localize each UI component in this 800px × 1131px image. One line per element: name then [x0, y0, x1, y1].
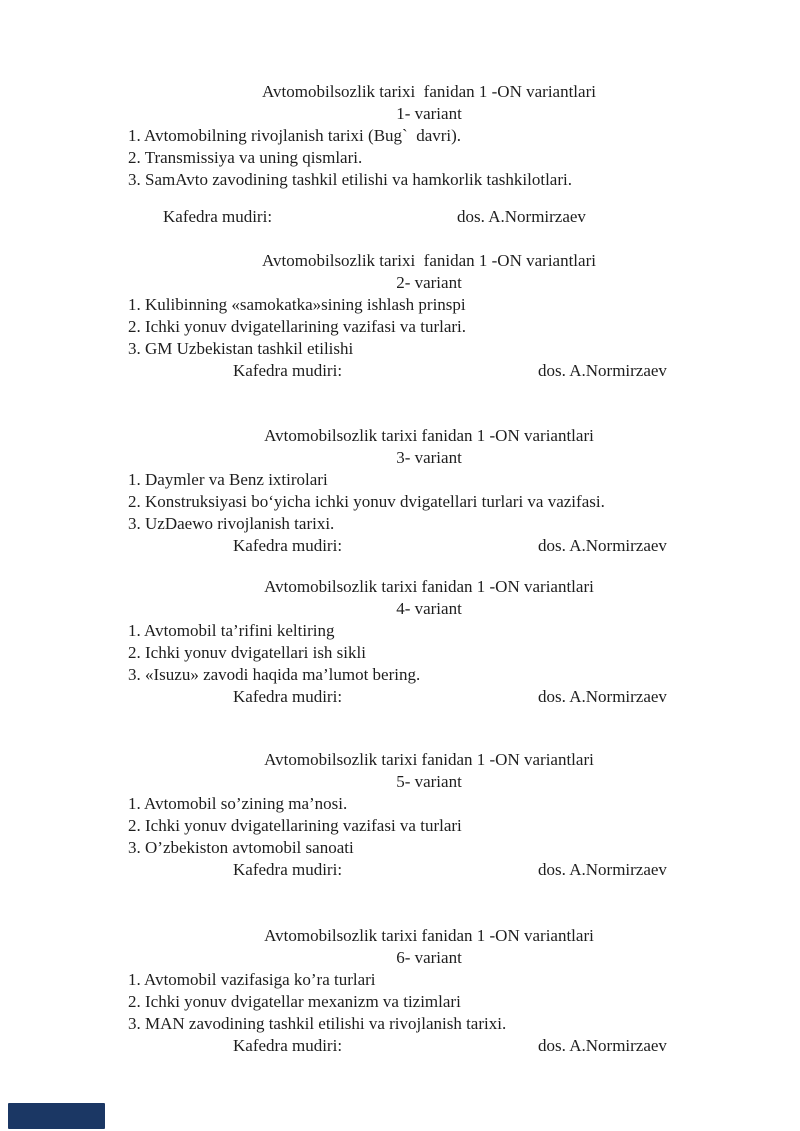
- section-title: Avtomobilsozlik tarixi fanidan 1 -ON variantlari: [264, 577, 594, 596]
- section-title: Avtomobilsozlik tarixi fanidan 1 -ON variantlari: [262, 251, 596, 270]
- question-item: 3. MAN zavodining tashkil etilishi va rivojlanish tarixi.: [128, 1014, 507, 1033]
- section-title: Avtomobilsozlik tarixi fanidan 1 -ON variantlari: [264, 750, 594, 769]
- question-item: 1. Avtomobil ta’rifini keltiring: [128, 621, 335, 640]
- variant-heading: 6- variant: [396, 948, 462, 967]
- exam-section-3: [128, 425, 730, 557]
- question-item: 3. SamAvto zavodining tashkil etilishi va hamkorlik tashkilotlari.: [128, 170, 572, 189]
- question-item: 1. Avtomobilning rivojlanish tarixi (Bug` davri).: [128, 126, 462, 145]
- signature-name: dos. A.Normirzaev: [538, 536, 667, 555]
- signature-row: [128, 360, 730, 382]
- signature-name: dos. A.Normirzaev: [538, 860, 667, 879]
- question-item: 2. Ichki yonuv dvigatellarining vazifasi va turlari.: [128, 317, 467, 336]
- question-item: 3. UzDaewo rivojlanish tarixi.: [128, 514, 335, 533]
- signature-label: Kafedra mudiri:: [233, 860, 343, 879]
- signature-name: dos. A.Normirzaev: [538, 361, 667, 380]
- question-item: 1. Avtomobil vazifasiga ko’ra turlari: [128, 970, 376, 989]
- signature-row: [128, 1035, 730, 1057]
- signature-name: dos. A.Normirzaev: [538, 687, 667, 706]
- section-title: Avtomobilsozlik tarixi fanidan 1 -ON variantlari: [262, 82, 596, 101]
- variant-heading: 4- variant: [396, 599, 462, 618]
- section-title: Avtomobilsozlik tarixi fanidan 1 -ON variantlari: [264, 926, 594, 945]
- signature-label: Kafedra mudiri:: [233, 1036, 343, 1055]
- exam-section-4: [128, 576, 730, 708]
- section-title: Avtomobilsozlik tarixi fanidan 1 -ON variantlari: [264, 426, 594, 445]
- question-item: 1. Avtomobil so’zining ma’nosi.: [128, 794, 348, 813]
- exam-section-2: [128, 250, 730, 382]
- signature-label: Kafedra mudiri:: [233, 361, 343, 380]
- question-item: 3. GM Uzbekistan tashkil etilishi: [128, 339, 354, 358]
- variant-heading: 5- variant: [396, 772, 462, 791]
- variant-heading: 1- variant: [396, 104, 462, 123]
- question-item: 2. Konstruksiyasi bo‘yicha ichki yonuv dvigatellari turlari va vazifasi.: [128, 492, 605, 511]
- signature-row: [128, 206, 730, 228]
- signature-name: dos. A.Normirzaev: [457, 207, 586, 226]
- question-item: 2. Ichki yonuv dvigatellarining vazifasi va turlari: [128, 816, 462, 835]
- question-item: 3. «Isuzu» zavodi haqida ma’lumot bering.: [128, 665, 421, 684]
- signature-label: Kafedra mudiri:: [233, 536, 343, 555]
- signature-name: dos. A.Normirzaev: [538, 1036, 667, 1055]
- question-item: 1. Kulibinning «samokatka»sining ishlash prinspi: [128, 295, 466, 314]
- exam-section-6: [128, 925, 730, 1057]
- variant-heading: 2- variant: [396, 273, 462, 292]
- variant-heading: 3- variant: [396, 448, 462, 467]
- signature-row: [128, 535, 730, 557]
- question-item: 2. Ichki yonuv dvigatellar mexanizm va tizimlari: [128, 992, 461, 1011]
- next-page-content-fragment: [8, 1103, 105, 1129]
- exam-section-5: [128, 749, 730, 881]
- question-item: 2. Transmissiya va uning qismlari.: [128, 148, 363, 167]
- signature-row: [128, 686, 730, 708]
- signature-label: Kafedra mudiri:: [233, 687, 343, 706]
- exam-section-1: [128, 81, 730, 228]
- question-item: 1. Daymler va Benz ixtirolari: [128, 470, 328, 489]
- signature-label: Kafedra mudiri:: [163, 207, 273, 226]
- question-item: 3. O’zbekiston avtomobil sanoati: [128, 838, 354, 857]
- signature-row: [128, 859, 730, 881]
- question-item: 2. Ichki yonuv dvigatellari ish sikli: [128, 643, 366, 662]
